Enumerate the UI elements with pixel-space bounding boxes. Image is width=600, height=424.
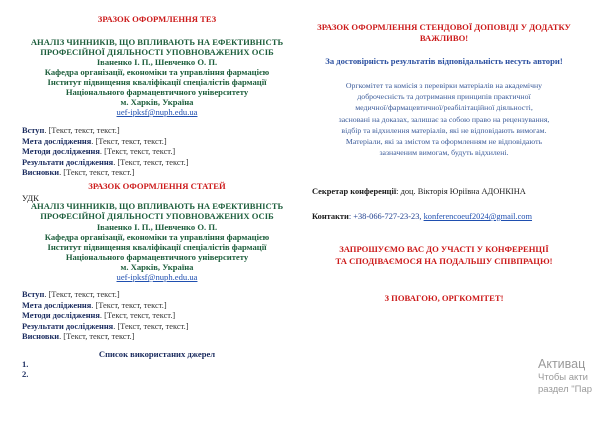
articles-field-value: . [Текст, текст, текст.]: [113, 321, 189, 331]
regards-line: З ПОВАГОЮ, ОРГКОМІТЕТ!: [384, 293, 504, 303]
refs-heading: Список використаних джерел: [98, 349, 216, 359]
articles-email-link[interactable]: uef-ipksf@nuph.edu.ua: [116, 272, 198, 282]
committee-line-1: Оргкомітет та комісія з перевірки матеріалів на академічну: [345, 81, 543, 90]
articles-field-value: . [Текст, текст, текст.]: [91, 300, 167, 310]
contacts-label: Контакти: [312, 212, 349, 221]
theses-field-label: Вступ: [22, 126, 45, 135]
poster-heading-line1: ЗРАЗОК ОФОРМЛЕННЯ СТЕНДОВОЇ ДОПОВІДІ У ДОДАТКУ: [317, 22, 571, 32]
articles-field-value: . [Текст, текст, текст.]: [44, 290, 120, 299]
udk-label: УДК: [22, 193, 39, 203]
theses-title-line2: ПРОФЕСІЙНОЇ ДІЯЛЬНОСТІ УПОВНОВАЖЕНИХ ОСІБ: [40, 47, 274, 57]
contacts-line: [312, 211, 580, 222]
activation-watermark: [538, 356, 600, 396]
poster-heading-line2: ВАЖЛИВО!: [419, 33, 469, 43]
articles-field-value: . [Текст, текст, текст.]: [99, 311, 176, 321]
ref-item-1: 1.: [22, 359, 29, 369]
theses-field-1: [22, 126, 296, 137]
secretary-label: Секретар конференції: [312, 187, 397, 196]
theses-heading: ЗРАЗОК ОФОРМЛЕННЯ ТЕЗ: [97, 14, 217, 24]
articles-field-label: Мета дослідження: [22, 300, 92, 310]
committee-line-2: доброчесність та дотримання принципів практичної: [357, 92, 531, 102]
articles-field-label: Вступ: [22, 290, 45, 299]
articles-field-3: [22, 311, 296, 322]
theses-field-label: Висновки: [22, 168, 60, 178]
articles-field-label: Результати дослідження: [22, 321, 114, 331]
theses-field-5: [22, 168, 296, 179]
theses-field-4: [22, 158, 296, 169]
committee-line-3: медичної/фармацевтичної/реабілітаційної діяльності,: [355, 103, 533, 113]
theses-field-label: Мета дослідження: [22, 136, 92, 146]
articles-field-1: [22, 290, 296, 301]
watermark-line3: раздел "Пар: [538, 384, 593, 395]
articles-university: Національного фармацевтичного університету: [65, 252, 249, 262]
theses-field-label: Методи дослідження: [22, 147, 100, 157]
theses-email-link[interactable]: uef-ipksf@nuph.edu.ua: [116, 107, 198, 117]
theses-email-wrap: [18, 107, 296, 118]
theses-field-3: [22, 147, 296, 158]
committee-notice: [308, 80, 580, 158]
articles-field-label: Методи дослідження: [22, 311, 100, 321]
contacts-email-link[interactable]: konferencoeuf2024@gmail.com: [423, 212, 533, 221]
theses-dept: Кафедра організації, економіки та управління фармацією: [44, 67, 270, 77]
ref-item-2: 2.: [22, 369, 29, 379]
theses-institute: Інститут підвищення кваліфікації спеціалістів фармації: [47, 77, 267, 87]
articles-field-value: . [Текст, текст, текст.]: [59, 332, 135, 342]
articles-institute: Інститут підвищення кваліфікації спеціалістів фармації: [47, 242, 267, 252]
theses-field-value: . [Текст, текст, текст.]: [99, 147, 176, 157]
articles-title-line2: ПРОФЕСІЙНОЇ ДІЯЛЬНОСТІ УПОВНОВАЖЕНИХ ОСІБ: [40, 211, 274, 221]
articles-city: м. Харків, Україна: [120, 262, 194, 272]
committee-line-5: відбір та відхилення матеріалів, які не відповідають вимогам.: [341, 125, 547, 135]
secretary-line: [312, 186, 580, 197]
committee-line-6: Матеріали, які за змістом та оформленням не відповідають: [345, 137, 543, 147]
invite-line1: ЗАПРОШУЄМО ВАС ДО УЧАСТІ У КОНФЕРЕНЦІЇ: [339, 244, 549, 254]
contacts-phone: : +38-066-727-23-23,: [348, 212, 424, 221]
articles-field-5: [22, 332, 296, 343]
theses-field-label: Результати дослідження: [22, 157, 114, 167]
theses-field-2: [22, 137, 296, 148]
articles-authors: Іваненко І. П., Шевченко О. П.: [96, 222, 218, 232]
theses-authors: Іваненко І. П., Шевченко О. П.: [96, 57, 218, 67]
theses-field-value: . [Текст, текст, текст.]: [91, 136, 167, 146]
articles-field-label: Висновки: [22, 332, 60, 342]
theses-fields: [22, 126, 296, 179]
articles-email-wrap: [18, 272, 296, 283]
theses-city: м. Харків, Україна: [120, 97, 194, 107]
theses-field-value: . [Текст, текст, текст.]: [44, 126, 120, 135]
articles-title-line1: АНАЛІЗ ЧИННИКІВ, ЩО ВПЛИВАЮТЬ НА ЕФЕКТИВНІСТЬ: [30, 201, 284, 211]
theses-university: Національного фармацевтичного університету: [65, 87, 249, 97]
authors-responsible-note: За достовірність результатів відповідальність несуть автори!: [325, 56, 563, 66]
watermark-line2: Чтобы акти: [538, 372, 588, 383]
theses-field-value: . [Текст, текст, текст.]: [113, 157, 189, 167]
articles-field-4: [22, 322, 296, 333]
committee-line-4: засновані на доказах, залишає за собою право на рецензування,: [338, 114, 550, 124]
articles-heading: ЗРАЗОК ОФОРМЛЕННЯ СТАТЕЙ: [88, 181, 226, 191]
articles-fields: [22, 290, 296, 343]
invite-line2: ТА СПОДІВАЄМОСЯ НА ПОДАЛЬШУ СПІВПРАЦЮ!: [335, 256, 553, 266]
watermark-line1: Активац: [538, 357, 586, 371]
secretary-value: : доц. Вікторія Юріївна АДОНКІНА: [396, 187, 526, 196]
theses-title-line1: АНАЛІЗ ЧИННИКІВ, ЩО ВПЛИВАЮТЬ НА ЕФЕКТИВНІСТЬ: [30, 37, 284, 47]
articles-dept: Кафедра організації, економіки та управління фармацією: [44, 232, 270, 242]
theses-field-value: . [Текст, текст, текст.]: [59, 168, 135, 178]
committee-line-7: зазначеним вимогам, будуть відхилені.: [379, 148, 509, 158]
articles-field-2: [22, 301, 296, 312]
